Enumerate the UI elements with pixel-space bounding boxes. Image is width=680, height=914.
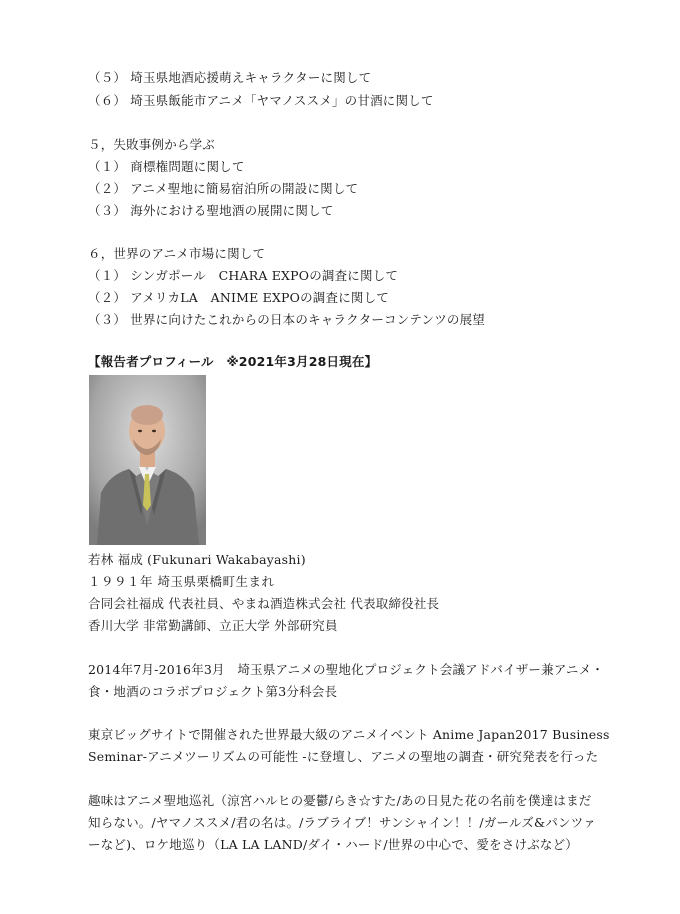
section5-heading: ５，失敗事例から学ぶ [88,137,216,152]
reporter-portrait-illustration [89,375,206,545]
reporter-name: 若林 福成 (Fukunari Wakabayashi) [88,552,306,567]
event-line-2: Seminar-アニメツーリズムの可能性 -に登壇し、アニメの聖地の調査・研究発表を行った [88,749,599,764]
section6-heading: ６，世界のアニメ市場に関して [88,246,266,261]
hobby-line-3: ーなど)、ロケ地巡り（LA LA LAND/ダイ・ハード/世界の中心で、愛をさけぶなど） [88,837,578,852]
reporter-position-2: 香川大学 非常勤講師、立正大学 外部研究員 [88,618,338,633]
section4-item-6: （６） 埼玉県飯能市アニメ「ヤマノススメ」の甘酒に関して [88,93,434,108]
reporter-photo [89,375,206,545]
section5-item-3: （３） 海外における聖地酒の展開に関して [88,203,334,218]
section5-item-2: （２） アニメ聖地に簡易宿泊所の開設に関して [88,181,359,196]
event-line-1: 東京ビッグサイトで開催された世界最大級のアニメイベント Anime Japan2017 Business [88,727,610,742]
section6-item-1: （１） シンガポール CHARA EXPOの調査に関して [88,268,399,283]
section4-item-5: （５） 埼玉県地酒応援萌えキャラクターに関して [88,70,372,85]
hobby-line-2: 知らない。/ヤマノススメ/君の名は。/ラブライブ！サンシャイン！！/ガールズ&パンツァ [88,815,597,830]
reporter-birth: １９９１年 埼玉県栗橋町生まれ [88,574,275,589]
section5-item-1: （１） 商標権問題に関して [88,159,245,174]
section6-item-3: （３） 世界に向けたこれからの日本のキャラクターコンテンツの展望 [88,312,485,327]
career-line-2: 食・地酒のコラボプロジェクト第3分科会長 [88,684,338,699]
profile-heading: 【報告者プロフィール ※2021年3月28日現在】 [88,354,378,369]
reporter-position-1: 合同会社福成 代表社員、やまね酒造株式会社 代表取締役社長 [88,596,440,611]
section6-item-2: （２） アメリカLA ANIME EXPOの調査に関して [88,290,390,305]
hobby-line-1: 趣味はアニメ聖地巡礼（涼宮ハルヒの憂鬱/らき☆すた/あの日見た花の名前を僕達はまだ [88,793,592,808]
career-line-1: 2014年7月-2016年3月 埼玉県アニメの聖地化プロジェクト会議アドバイザー兼アニメ・ [88,662,605,677]
